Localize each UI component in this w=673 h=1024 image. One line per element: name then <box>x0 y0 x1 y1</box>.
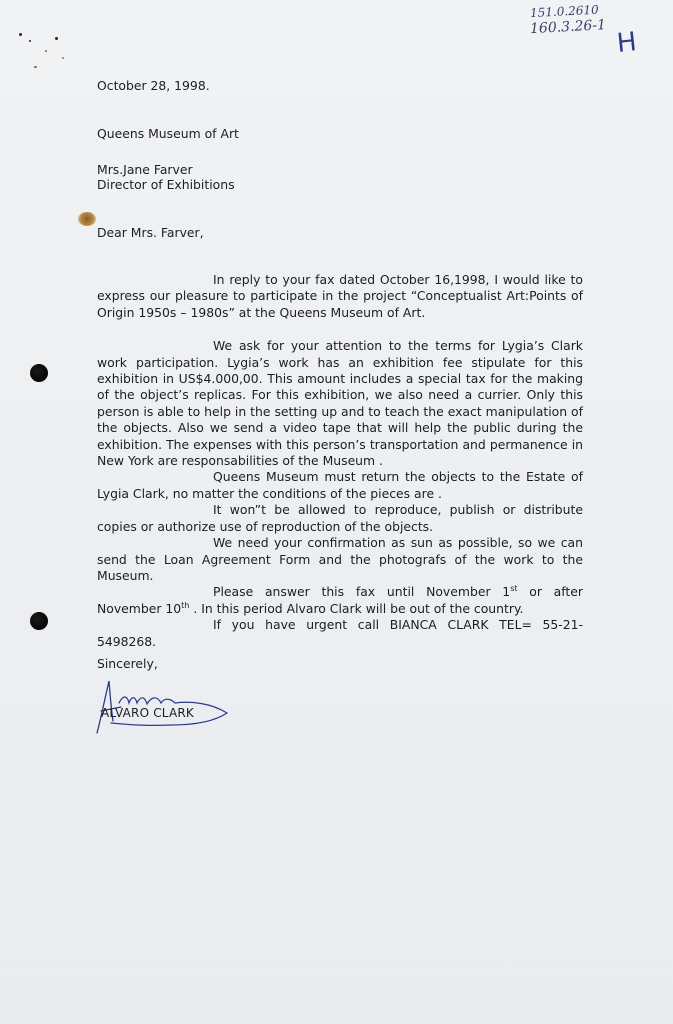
fax-sup-2: th <box>181 600 190 610</box>
paragraph-reproduction: It won”t be allowed to reproduce, publish or distribute copies or authorize use of reproduction of the objects. <box>97 502 583 534</box>
punch-hole-top <box>30 364 48 382</box>
speck <box>45 50 47 52</box>
speck <box>62 57 64 59</box>
letter-text <box>97 272 583 650</box>
recipient-title: Director of Exhibitions <box>97 177 235 192</box>
archive-number-1: 151.0.2610 <box>529 2 600 21</box>
fax-text-3: . In this period Alvaro Clark will be out of the country. <box>189 600 524 616</box>
speck <box>34 66 37 68</box>
fax-text-2: or after November 10 <box>97 584 583 616</box>
stain <box>78 212 96 226</box>
paragraph-reply: In reply to your fax dated October 16,1998, I would like to express our pleasure to participate in the project “Conceptualist Art:Points of Origin 1950s – 1980s” at the Queens Museum of Art. <box>97 272 583 320</box>
paragraph-fax <box>97 584 583 617</box>
speck <box>19 33 22 36</box>
fax-sup-1: st <box>510 584 518 594</box>
closing: Sincerely, <box>97 656 158 671</box>
punch-hole-bottom <box>30 612 48 630</box>
paragraph-return: Queens Museum must return the objects to the Estate of Lygia Clark, no matter the conditions of the pieces are . <box>97 469 583 501</box>
paragraph-urgent: If you have urgent call BIANCA CLARK TEL= 55-21-5498268. <box>97 617 583 649</box>
paragraph-terms: We ask for your attention to the terms for Lygia’s Clark work participation. Lygia’s work has an exhibition fee stipulate for this exhibition in US$4.000,00. This amount includes a special tax for the making of the object’s replicas. For this exhibition, we also need a currier. Only this person is able to help in the setting up and to teach the exact manipulation of the objects. Also we send a video tape that will help the public during the exhibition. The expenses with this person’s transportation and permanence in New York are responsabilities of the Museum . <box>97 338 583 469</box>
speck <box>29 40 31 42</box>
archive-mark: H <box>615 27 639 59</box>
paragraph-confirmation: We need your confirmation as sun as possible, so we can send the Loan Agreement Form and the photografs of the work to the Museum. <box>97 535 583 583</box>
recipient-name: Mrs.Jane Farver <box>97 162 193 177</box>
recipient-organization: Queens Museum of Art <box>97 126 239 141</box>
archive-number-2: 160.3.26-1 <box>529 17 607 38</box>
speck <box>55 37 58 40</box>
salutation: Dear Mrs. Farver, <box>97 225 204 240</box>
fax-text-1: Please answer this fax until November 1 <box>213 584 511 600</box>
signer-name: ALVARO CLARK <box>101 706 194 720</box>
letter-date: October 28, 1998. <box>97 78 210 93</box>
